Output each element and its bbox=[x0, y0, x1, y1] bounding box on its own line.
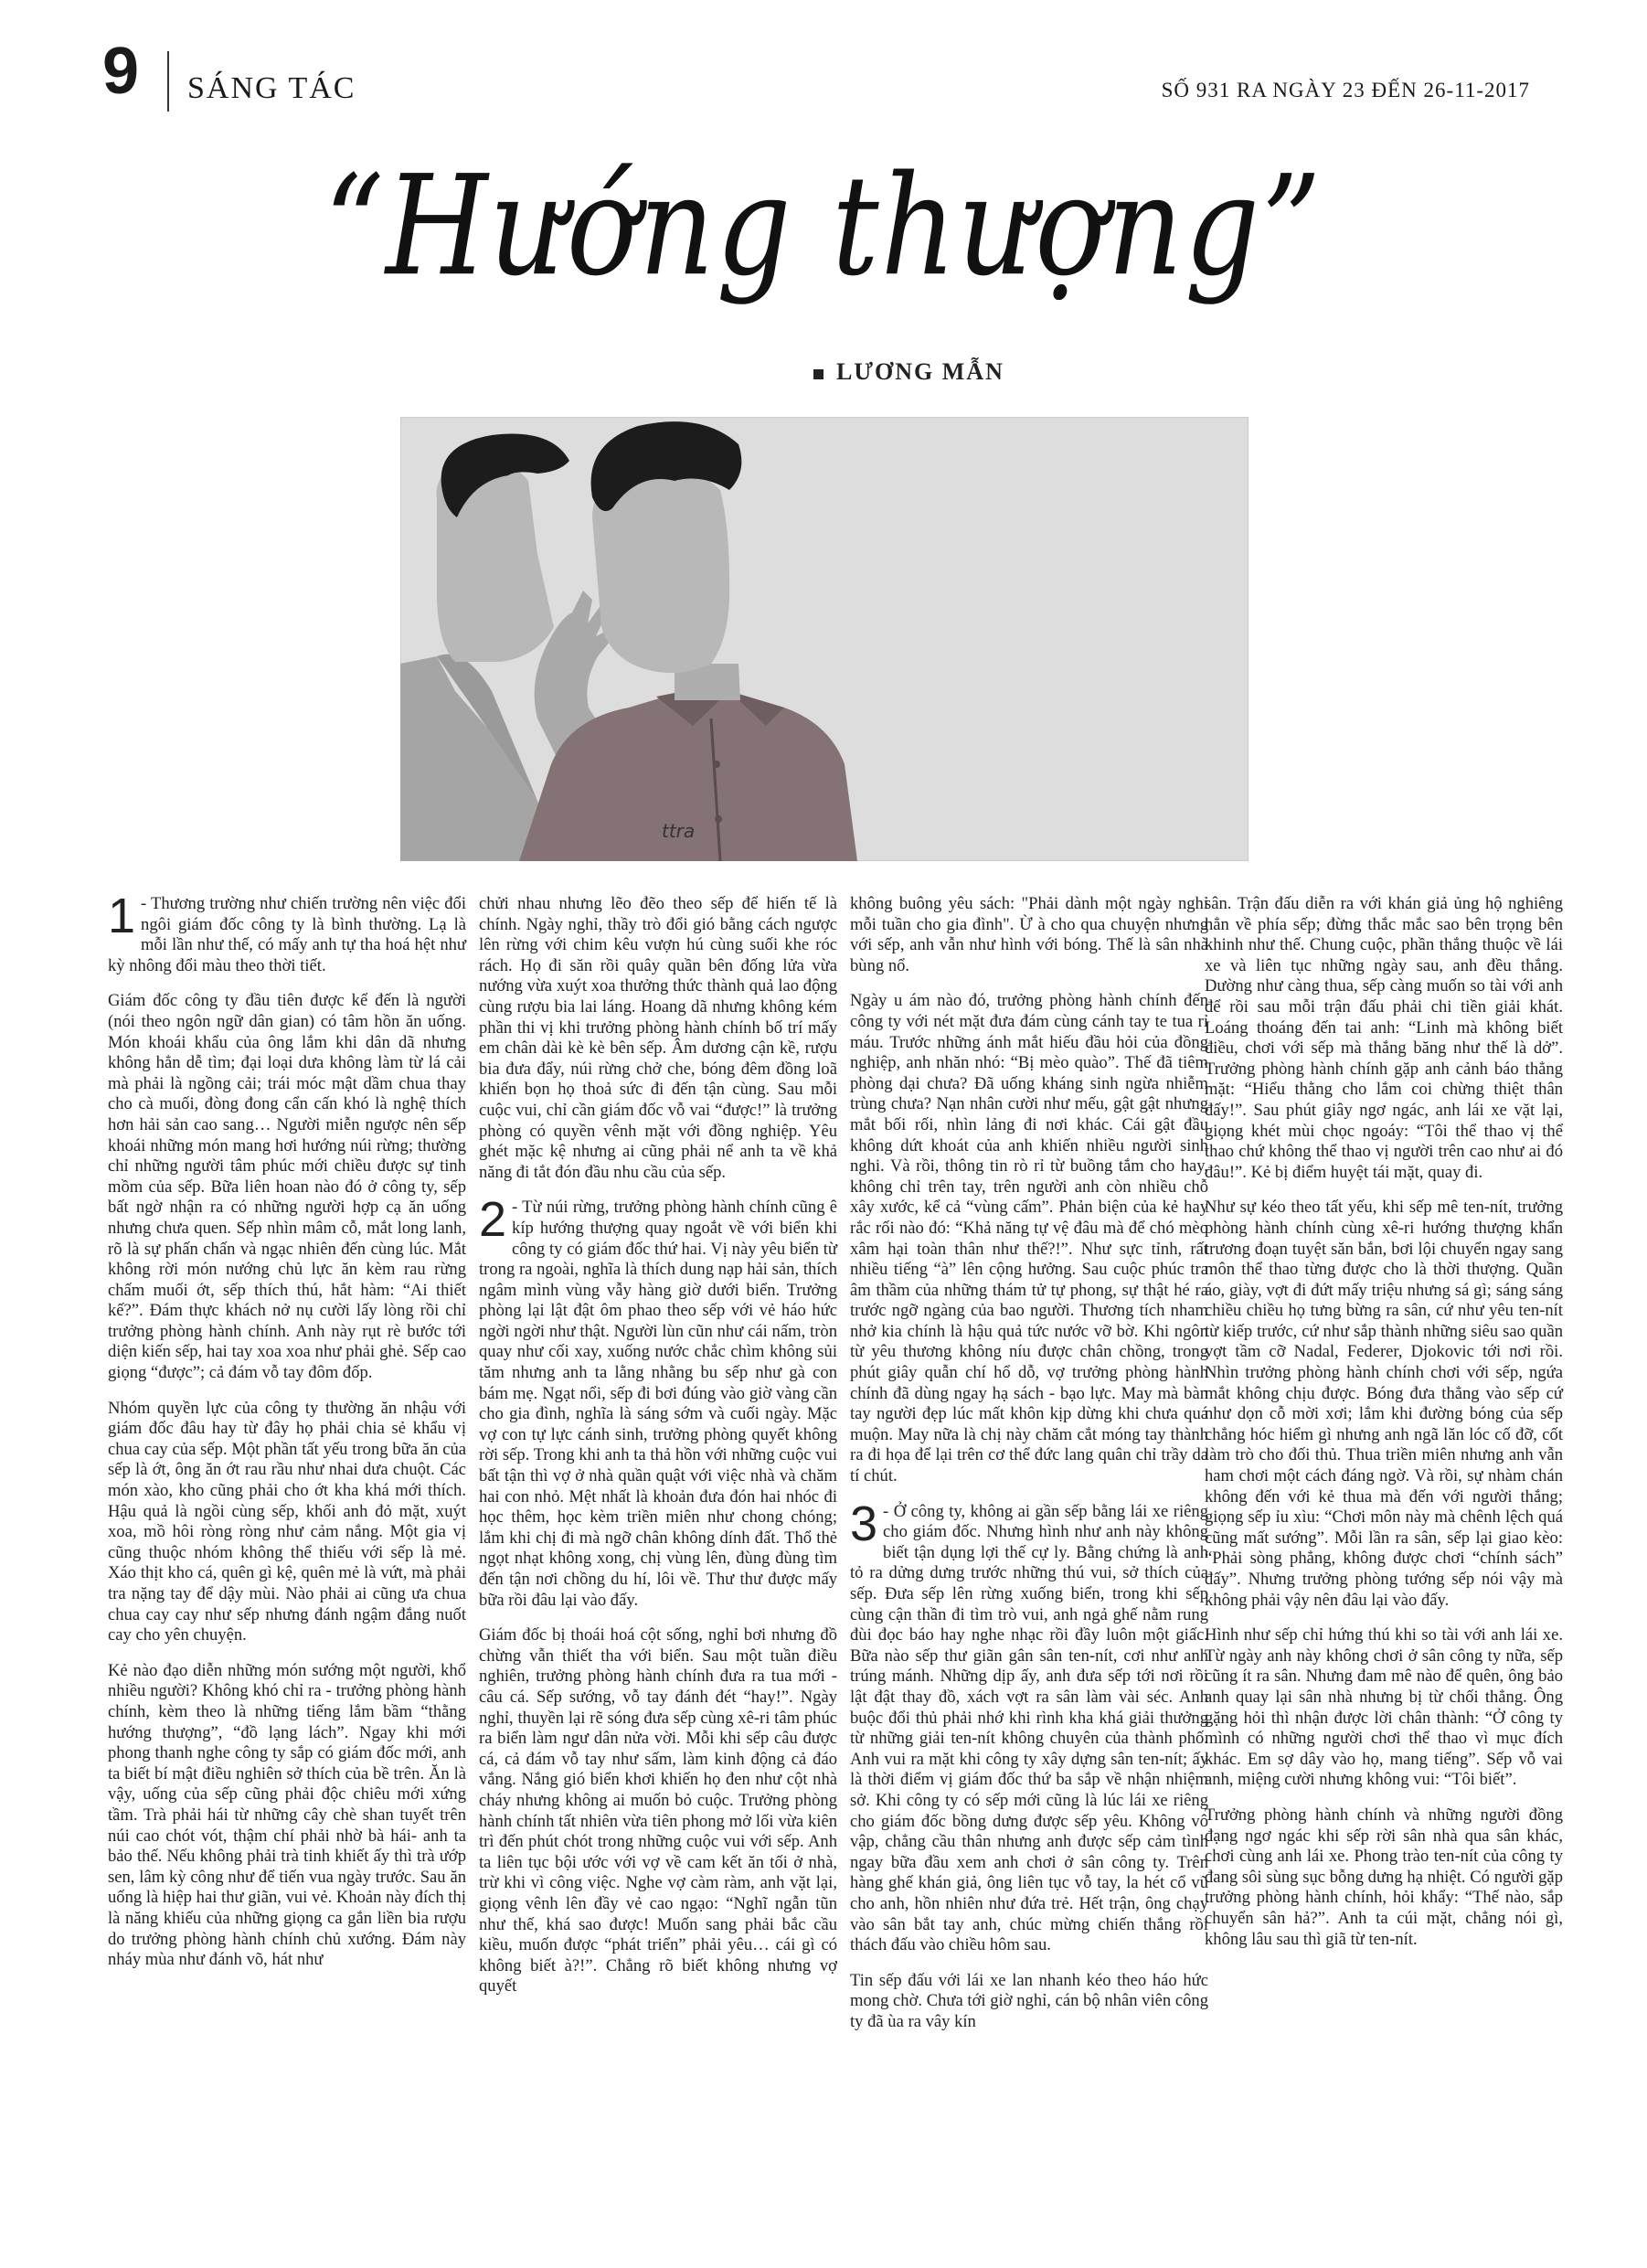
drop-cap: 3 bbox=[850, 1496, 878, 1551]
drop-cap: 2 bbox=[479, 1192, 507, 1248]
paragraph bbox=[479, 1625, 837, 1997]
paragraph-text: Ngày u ám nào đó, trưởng phòng hành chính đến công ty với nét mặt đưa đám cùng cánh tay te tua rỉ máu. Trước những ánh mắt hiếu đầu hỏi của đồng nghiệp, anh nhăn nhó: “Bị mèo quào”. Thế đã tiêm phòng dại chưa? Đã uống kháng sinh ngừa nhiễm trùng chưa? Nạn nhân cười như mếu, gật gật nhưng mắt bối rối, nhìn lảng đi nơi khác. Cái gật đầu không dứt khoát của anh khiến nhiều người sinh nghi. Và rồi, thông tin rò rỉ từ buồng tắm cho hay, không chỉ trên tay, trên người anh còn nhiều chỗ xây xước, kể cả “vùng cấm”. Phản biện của kẻ hay rắc rối nào đó: “Khả năng tự vệ đâu mà để chó mèo xâm hại toàn thân như thế?!”. Như sực tỉnh, rất nhiều tiếng “à” lên cộng hưởng. Sau cuộc phúc tra âm thầm của những thám tử tự phong, sự thật hé ra trước ngỡ ngàng của bao người. Thương tích nham nhở kia chính là hậu quả tức nước vỡ bờ. Khi ngôn từ yêu thương không níu được chân chồng, trong phút giây quẫn chí hổ dỗ, vợ trưởng phòng hành chính đã dùng ngay hạ sách - bạo lực. May mà bàn tay người đẹp lúc mất khôn kịp dừng khi chưa quá muộn. May nữa là chị này chăm cắt móng tay thành ra đi họa để lại trên cơ thể đức lang quân chỉ trầy da tí chút. bbox=[850, 991, 1208, 1486]
paragraph-text: không buông yêu sách: "Phải dành một ngày nghỉ mỗi tuần cho gia đình". Ừ à cho qua chuyện nhưng với sếp, anh vẫn như hình với bóng. Thế là sân nhà bùng nổ. bbox=[850, 894, 1208, 975]
paragraph bbox=[1205, 1198, 1563, 1611]
article-column-3 bbox=[850, 894, 1208, 2047]
paragraph bbox=[850, 894, 1208, 976]
paragraph bbox=[479, 1192, 837, 1611]
author-name: LƯƠNG MẪN bbox=[836, 358, 1004, 385]
paragraph-text: Hình như sếp chỉ hứng thú khi so tài với anh lái xe. Từ ngày anh này không chơi ở sân công ty nữa, sếp cũng ít ra sân. Nhưng đam mê nào để quên, ông bảo anh quay lại sân nhà nhưng bị từ chối thẳng. Ông gặng hỏi thì nhận được lời chân thành: “Ở công ty mình có những người chơi thể thao vì mục đích khác. Em sợ dây vào họ, mang tiếng”. Sếp vỗ vai anh, miệng cười nhưng không vui: “Tôi biết”. bbox=[1205, 1625, 1563, 1790]
byline-bullet bbox=[813, 369, 824, 379]
paragraph bbox=[1205, 1805, 1563, 1950]
byline bbox=[813, 358, 1004, 386]
drop-cap: 1 bbox=[108, 889, 136, 943]
right-figure-button-2 bbox=[715, 815, 722, 823]
paragraph-text: - Thương trường như chiến trường nên việc đổi ngôi giám đốc công ty là bình thường. Lạ là mỗi lần như thế, có mấy anh tự tha hoá hệt như kỳ nhông đổi màu theo thời tiết. bbox=[108, 894, 466, 975]
paragraph bbox=[1205, 1625, 1563, 1791]
paragraph bbox=[850, 1971, 1208, 2033]
article-column-2 bbox=[479, 894, 837, 2012]
paragraph-text: sân. Trận đấu diễn ra với khán giả ủng hộ nghiêng hẳn về phía sếp; đừng thắc mắc sao bên trọng bên khinh như thế. Chung cuộc, phần thắng thuộc về lái xe và liên tục những ngày sau, anh đều thắng. Dường như càng thua, sếp càng muốn so tài với anh để rồi sau mỗi trận đấu phải chi tiền giải khát. Loáng thoáng đến tai anh: “Linh mà không biết điều, chơi với sếp mà thắng băng như thế là dở”. Trưởng phòng hành chính gặp anh cảnh báo thẳng mặt: “Hiểu thằng cho lắm coi chừng thiệt thân đấy!”. Sau phút giây ngơ ngác, anh lái xe vặt lại, giọng khét mùi chọc ngoáy: “Tôi thể thao vị thể thao chứ không thể thao vị người trên cao như ai đó đâu!”. Kẻ bị điểm huyệt tái mặt, quay đi. bbox=[1205, 894, 1563, 1182]
paragraph bbox=[108, 991, 466, 1383]
paragraph-text: chửi nhau nhưng lẽo đẽo theo sếp để hiến tế là chính. Ngày nghỉ, thầy trò đổi gió bằng cách ngược lên rừng với chim kêu vượn hú cùng suối khe róc rách. Họ đi săn rồi quây quần bên đống lửa vừa nướng vừa xuýt xoa thưởng thức thành quả lao động cùng rượu bia lai láng. Hoang dã nhưng không kém phần thi vị khi trưởng phòng hành chính bố trí mấy em chân dài kè kè bên sếp. Âm dương cận kề, rượu bia đưa đẩy, núi rừng chở che, bóng đêm đồng loã khiến bọn họ thoả sức đi đến tận cùng. Sau mỗi cuộc vui, chỉ cần giám đốc vỗ vai “được!” là trưởng phòng có quyền vênh mặt với đồng nghiệp. Yêu ghét mặc kệ nhưng ai cũng phải nể anh ta về khả năng đi tắt đón đầu nhu cầu của sếp. bbox=[479, 894, 837, 1182]
paragraph bbox=[479, 894, 837, 1183]
paragraph-text: Giám đốc công ty đầu tiên được kể đến là người (nói theo ngôn ngữ dân gian) có tâm hồn ăn uống. Món khoái khẩu của ông lắm khi dân dã nhưng không hẳn dễ tìm; đại loại dưa không làm từ lá cải mà phải là ngồng cải; trái móc mật dầm chua thay cho cà muối, đòng đong cẩn cấn khó là nghệ thích hơn hải sản cao sang… Người miễn ngược nên sếp khoái những món mang hơi hướng núi rừng; thường chỉ những người tâm phúc mới chiều được sự tinh mồm của sếp. Bữa liên hoan nào đó ở công ty, sếp bất ngờ nhận ra có những người hợp cạ ăn uống nhưng chưa quen. Sếp nhìn mâm cỗ, mắt long lanh, rõ là sự phấn chấn và ngạc nhiên đến cùng lúc. Mắt không rời món nướng chủ lực ăn kèm rau rừng chấm muối ớt, sếp thích thú, hắt hàm: “Ai thiết kế?”. Đám thực khách nở nụ cười lấy lòng rồi chỉ trưởng phòng hành chính. Anh này rụt rè bước tới diện kiến sếp, hai tay xoa xoa như phải ghẻ. Sếp cao giọng “được”; cả đám vỗ tay đôm đốp. bbox=[108, 991, 466, 1383]
right-figure-button-1 bbox=[713, 761, 720, 768]
article-column-1 bbox=[108, 889, 466, 1986]
paragraph-text: Kẻ nào đạo diễn những món sướng một người, khổ nhiều người? Không khó chỉ ra - trưởng phòng hành chính, kèm theo là những tiếng lắm bầm “thằng hướng thượng”, “đồ lạng lách”. Ngay khi mới phong thanh nghe công ty sắp có giám đốc mới, anh ta biết bí mật điều nghiên sở thích của bề trên. Ăn là vậy, uống của sếp cũng phải độc chiêu mới xứng tầm. Trà phải hái từ những cây chè shan tuyết trên núi cao chót vót, thậm chí phải nhờ bà hái- anh ta bảo thế. Nếu không phải trà tinh khiết ấy thì trà ướp sen, lâm kỳ công như để tiến vua ngày trước. Sau ăn uống là hiệp hai thư giãn, vui vẻ. Khoản này đích thị là năng khiếu của những giọng ca gắn liền bia rượu do trưởng phòng hành chính chủ xướng. Đám này nháy mùa như đánh võ, hát như bbox=[108, 1660, 466, 1970]
paragraph bbox=[108, 1661, 466, 1971]
paragraph-text: - Từ núi rừng, trưởng phòng hành chính cũng ê kíp hướng thượng quay ngoắt về với biển khi công ty có giám đốc thứ hai. Vị này yêu biển từ trong ra ngoài, nghĩa là thích dung nạp hải sản, thích ngâm mình vùng vẫy hàng giờ dưới biển. Trưởng phòng lại lật đật ôm phao theo sếp với vẻ háo hức ngời ngời như thật. Người lùn cũn như cái nấm, tròn quay như cối xay, xuống nước chắc chìm không sủi tăm nhưng anh ta lằng nhằng bu sếp như gà con bám mẹ. Ngạt nổi, sếp đi bơi đúng vào giờ vàng cần cho gia đình, nghĩa là sáng sớm và cuối ngày. Mặc vợ con tự lực cánh sinh, trưởng phòng quyết không rời sếp. Trong khi anh ta thả hồn với những cuộc vui bất tận thì vợ ở nhà quần quật với việc nhà và chăm hai con nhỏ. Mệt nhất là khoản đưa đón hai nhóc đi học thêm, học kèm triền miên như chong chóng; lắm khi chị đi mà ngỡ chân không dính đất. Thổ thẻ ngọt nhạt không xong, chị vùng lên, đùng đùng tìm đến tận nơi chồng du hí, lôi về. Thư thư được mấy bữa rồi đâu lại vào đấy. bbox=[479, 1198, 837, 1610]
paragraph-text: Nhóm quyền lực của công ty thường ăn nhậu với giám đốc đâu hay từ đây họ phải chia sẻ khẩu vị chua cay của sếp. Một phần tất yếu trong bữa ăn của sếp là ớt, ông ăn ớt rau rầu như nhai dưa chuột. Các món xào, kho cũng phải cho ớt kha khá mới thích. Hậu quả là ngồi cùng sếp, khối anh đỏ mặt, xuýt xoa, mồ hôi ròng ròng như cảm nắng. Một gia vị cũng thuộc nhóm không thể thiếu với sếp là mẻ. Xáo thịt kho cá, quên gì kệ, quên mẻ là vứt, mà phải tra nặng tay để dậy mùi. Nào phải ai cũng ưa chua chua cay cay như sếp nhưng đánh ngậm đắng nuốt cay cho yên chuyện. bbox=[108, 1398, 466, 1645]
article-title: “Hướng thượng” bbox=[324, 146, 1323, 307]
header-divider bbox=[167, 51, 169, 112]
paragraph-text: Tin sếp đấu với lái xe lan nhanh kéo theo háo hức mong chờ. Chưa tới giờ nghỉ, cán bộ nhân viên công ty đã ùa ra vây kín bbox=[850, 1970, 1208, 2031]
paragraph bbox=[850, 1496, 1208, 1956]
paragraph bbox=[850, 991, 1208, 1486]
artist-signature: ttra bbox=[662, 820, 696, 842]
paragraph-text: Như sự kéo theo tất yếu, khi sếp mê ten-nít, trưởng phòng hành chính cùng xê-ri hướng thượng khẩn trương đoạn tuyệt săn bắn, bơi lội chuyển ngay sang môn thể thao từng được cho là thời thượng. Quần áo, giày, vợt đi đứt mấy triệu nhưng sá gì; sáng sáng chiều chiều họ tưng bừng ra sân, cứ như yêu ten-nít từ kiếp trước, cứ như sắp thành những siêu sao quần vợt tầm cỡ Nadal, Federer, Djokovic tới nơi rồi. Nhìn trưởng phòng hành chính chơi với sếp, ngứa mắt không chịu được. Bóng đưa thẳng vào sếp cứ như dọn cỗ mời xơi; lắm khi đường bóng của sếp chẳng hóc hiểm gì nhưng anh ngã lăn lóc cố đỡ, cốt làm trò cho đối thủ. Thua triền miên nhưng anh vẫn ham chơi một cách đáng ngờ. Và rồi, sự nhàm chán không đến với kẻ thua mà đến với người thắng; giọng sếp ỉu xìu: “Chơi môn này mà chênh lệch quá cũng mất sướng”. Mỗi lần ra sân, sếp lại giao kèo: “Phải sòng phẳng, không được chơi “chính sách” đấy”. Nhưng trưởng phòng tướng sếp nói vậy mà không phải vậy nên đâu lại vào đấy. bbox=[1205, 1198, 1563, 1610]
paragraph-text: Trưởng phòng hành chính và những người đồng đạng ngơ ngác khi sếp rời sân nhà qua sân khác, chơi cùng anh lái xe. Phong trào ten-nít của công ty đang sôi sùng sục bỗng dưng hạ nhiệt. Có người gặp trưởng phòng hành chính, hỏi khẩy: “Thế nào, sắp chuyển sân hả?”. Anh ta cúi mặt, chẳng nói gì, không lâu sau thì giã từ ten-nít. bbox=[1205, 1805, 1563, 1949]
article-column-4 bbox=[1205, 894, 1563, 1965]
issue-info: SỐ 931 RA NGÀY 23 ĐẾN 26-11-2017 bbox=[1161, 79, 1530, 101]
paragraph bbox=[1205, 894, 1563, 1183]
section-title: SÁNG TÁC bbox=[187, 71, 356, 105]
article-illustration bbox=[400, 417, 1249, 861]
paragraph-text: - Ở công ty, không ai gần sếp bằng lái xe riêng cho giám đốc. Nhưng hình như anh này không biết tận dụng lợi thế cự ly. Bằng chứng là anh tỏ ra dửng dưng trước những thú vui, sở thích của sếp. Đưa sếp lên rừng xuống biển, trong khi sếp cùng cận thần đi tìm trò vui, anh ngả ghế nằm rung đùi đọc báo hay nghe nhạc rồi đầy luôn một giấc. Bữa nào sếp thư giãn gân sân ten-nít, cơi như anh trúng mánh. Những dịp ấy, anh đưa sếp tới nơi rồi lật đật thay đồ, xách vợt ra sân làm vài séc. Anh buộc đổi thủ phải nhớ khi rình kha khá giải thưởng từ những giải ten-nít không chuyên của thành phố. Anh vui ra mặt khi công ty xây dựng sân ten-nít; ấy là thời điểm vị giám đốc thứ ba sắp về nhận nhiệm sở. Khi công ty có sếp mới cũng là lúc lái xe riêng cho giám đốc bồng dưng được sếp yêu. Không vô vập, chẳng cầu thân nhưng anh được sếp cảm tình ngay bữa đầu xem anh chơi ở sân công ty. Trên hàng ghế khán giả, ông liên tục vỗ tay, la hét cổ vũ cho anh, hồn nhiên như đứa trẻ. Hết trận, ông chạy vào sân bắt tay anh, chúc mừng chiến thắng rồi thách đấu vào chiều hôm sau. bbox=[850, 1501, 1208, 1955]
paragraph bbox=[108, 889, 466, 976]
paragraph bbox=[108, 1399, 466, 1646]
page-number: 9 bbox=[102, 35, 140, 108]
paragraph-text: Giám đốc bị thoái hoá cột sống, nghỉ bơi nhưng đồ chừng vẫn thiết tha với biển. Sau một tuần điều nghiên, trưởng phòng hành chính đưa ra tua mới - câu cá. Sếp sướng, vỗ tay đánh đét “hay!”. Ngày nghỉ, thuyền lại rẽ sóng đưa sếp cùng xê-ri tâm phúc ra biển làm ngư dân nửa vời. Mỗi khi sếp câu được cá, cả đám vỗ tay như sấm, làm kinh động cả đáo vắng. Nắng gió biển khơi khiến họ đen như cột nhà cháy nhưng không ai muốn bỏ cuộc. Trưởng phòng hành chính tất nhiên vừa tiên phong mở lối vừa kiên trì đến phút chót trong những cuộc vui với sếp. Anh ta liên tục bội ước với vợ về cam kết ăn tối ở nhà, trừ khi vì công việc. Nghe vợ càm ràm, anh vặt lại, giọng vênh lên đầy vẻ cao ngạo: “Nghĩ ngẫn tũn như thế, khá sao được! Muốn sang phải bắc cầu kiều, muốn được “phát triển” phải yêu… cái gì có không biết à?!”. Chẳng rõ biết không nhưng vợ quyết bbox=[479, 1625, 837, 1996]
